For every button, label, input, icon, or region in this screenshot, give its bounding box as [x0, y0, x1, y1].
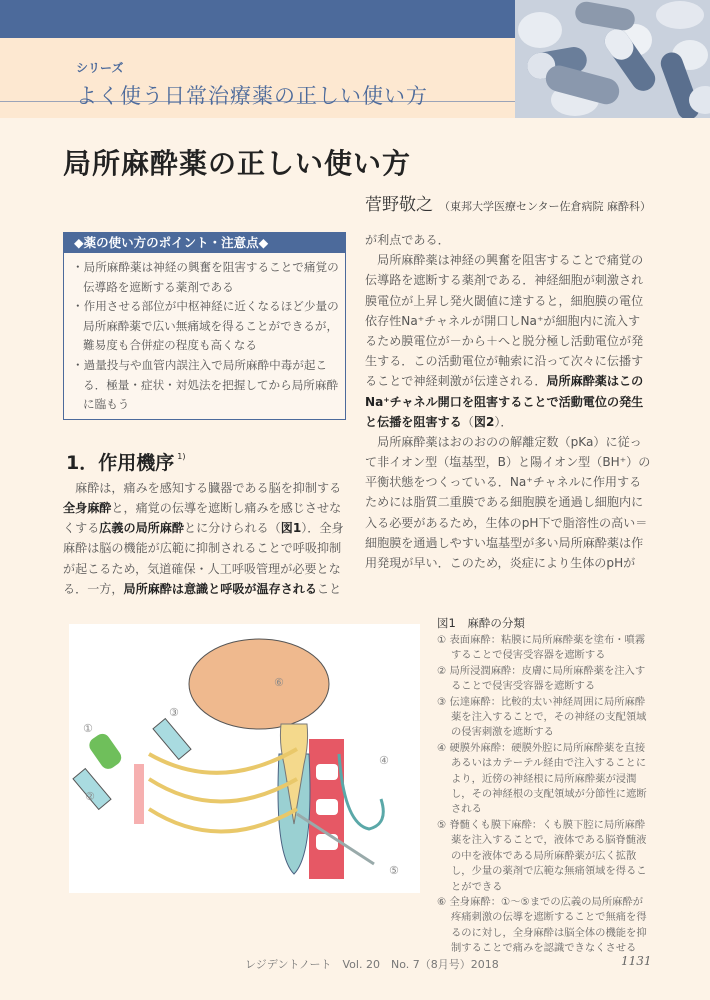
label-5: ⑤ — [389, 864, 399, 877]
nerve-fibers — [149, 749, 297, 832]
text-segment: 麻酔は脳の機能が広範に抑制されることで呼吸抑制 — [63, 541, 342, 556]
text-line — [63, 579, 353, 599]
text-line — [365, 351, 650, 371]
text-line — [63, 538, 353, 558]
text-segment: 細胞膜を通過しやすい塩基型が多い局所麻酔薬は作 — [365, 535, 644, 550]
caption-item: ⑥ 全身麻酔：①～⑤までの広義の局所麻酔が疼痛刺激の伝導を遮断することで無痛を得るのに対し，全身麻酔は脳全体の機能を抑制することで痛みを認識できなくさせる — [437, 895, 647, 955]
label-2: ② — [85, 790, 95, 803]
text-segment: 生する．この活動電位が軸索に沿って次々に伝播す — [365, 354, 644, 369]
section-title: 1．作用機序 — [66, 451, 175, 474]
text-line — [365, 432, 650, 452]
text-line — [365, 492, 650, 512]
text-segment: が利点である． — [365, 233, 450, 247]
text-segment: と，痛覚の伝導を遮断し痛みを感じさせな — [111, 500, 342, 515]
header-band — [0, 0, 515, 38]
text-line — [365, 533, 650, 553]
point-item: ・ 過量投与や血管内誤注入で局所麻酔中毒が起こる．極量・症状・対処法を把握してから局所麻酔に臨もう — [72, 356, 339, 415]
bold-text: 局所麻酔薬はこの — [546, 374, 644, 389]
body-text-left-column — [63, 478, 353, 599]
caption-item: ① 表面麻酔：粘膜に局所麻酔薬を塗布・噴霧することで侵害受容器を遮断する — [437, 634, 646, 662]
text-line — [365, 452, 650, 472]
caption-item: ⑤ 脊髄くも膜下麻酔：くも膜下腔に局所麻酔薬を注入することで，液体である脳脊髄液の中を液体である局所麻酔薬が広く拡散し，少量の薬剤で広範な無痛領域を得ることができる — [437, 818, 647, 893]
label-6: ⑥ — [274, 676, 284, 689]
spray-bottle — [86, 731, 124, 772]
bold-text: 全身麻酔 — [63, 500, 112, 515]
bold-text: Na⁺チャネル開口を阻害することで活動電位の発生 — [365, 394, 644, 409]
label-3: ③ — [169, 706, 179, 719]
caption-item: ② 局所浸潤麻酔：皮膚に局所麻酔薬を注入することで侵害受容器を遮断する — [437, 664, 646, 693]
section-reference: 1) — [177, 451, 186, 461]
author-affiliation: （東邦大学医療センター佐倉病院 麻酔科） — [439, 200, 652, 213]
points-list — [64, 253, 345, 415]
text-segment: 麻酔は，痛みを感知する臓器である脳を抑制する — [63, 480, 342, 495]
series-label: シリーズ — [76, 61, 124, 75]
page-number: 1131 — [621, 954, 652, 968]
bold-text: 図1 — [280, 521, 302, 536]
author-line — [365, 190, 651, 215]
figure-caption — [437, 616, 652, 957]
syringe-2 — [73, 769, 111, 810]
bold-text: 局所麻酔は意識と呼吸が温存される — [123, 581, 317, 596]
text-segment: ためには脂質二重膜である細胞膜を通過し細胞内に — [365, 495, 644, 510]
caption-title: 図1 麻酔の分類 — [437, 616, 525, 630]
section-heading — [66, 444, 353, 476]
text-segment: ）． — [494, 414, 513, 429]
text-segment: ることで神経刺激が伝達される． — [365, 374, 547, 389]
left-column — [63, 232, 353, 599]
text-segment: 依存性Na⁺チャネルが開口しNa⁺が細胞内に流入す — [365, 313, 641, 328]
text-line — [365, 311, 650, 331]
journal-footer: レジデントノート Vol. 20 No. 7（8月号）2018 — [245, 958, 499, 971]
caption-item: ④ 硬膜外麻酔：硬膜外腔に局所麻酔薬を直接あるいはカテーテル経由で注入することにより，近傍の神経根に局所麻酔薬が浸潤し，その神経根の支配領域が分節性に遮断される — [437, 741, 647, 816]
text-segment: る．一方， — [63, 581, 124, 596]
caption-item: ③ 伝達麻酔：比較的太い神経周囲に局所麻酔薬を注入することで，その神経の支配領域の侵害刺激を遮断する — [437, 695, 647, 739]
bold-text: 広義の局所麻酔 — [99, 521, 184, 536]
text-line — [63, 478, 353, 498]
point-item: ・ 作用させる部位が中枢神経に近くなるほど少量の局所麻酔薬で広い無痛域を得ることができるが，難易度も合併症の程度も高くなる — [72, 297, 339, 356]
text-line — [365, 513, 650, 533]
text-segment: るため膜電位が－から＋へと脱分極し活動電位が発 — [365, 333, 644, 348]
text-line — [365, 250, 650, 270]
brain-shape — [189, 639, 329, 729]
pills-photo — [515, 0, 710, 118]
text-segment: て非イオン型（塩基型，B）と陽イオン型（BH⁺）の — [365, 455, 651, 470]
label-1: ① — [83, 722, 93, 735]
text-line — [63, 518, 353, 538]
text-line — [365, 230, 650, 250]
series-title: よく使う日常治療薬の正しい使い方 — [76, 84, 428, 108]
text-segment: 平衡状態をつくっている．Na⁺チャネルに作用する — [365, 475, 642, 490]
point-item: ・ 局所麻酔薬は神経の興奮を阻害することで痛覚の伝導路を遮断する薬剤である — [72, 258, 339, 297]
text-line — [365, 270, 650, 290]
text-segment: くする — [63, 521, 100, 536]
text-line — [365, 371, 650, 391]
bold-text: と伝播を阻害する — [365, 414, 462, 429]
text-line — [63, 498, 353, 518]
points-box — [63, 232, 346, 420]
epidural-catheter — [339, 754, 383, 829]
text-segment: 膜電位が上昇し発火閾値に達すると，細胞膜の電位 — [365, 293, 644, 308]
text-segment: 局所麻酔薬はおのおのの解離定数（pKa）に従っ — [365, 434, 642, 449]
text-line — [365, 412, 650, 432]
text-segment: が起こるため，気道確保・人工呼吸管理が必要とな — [63, 561, 341, 576]
figure-anesthesia-classification — [63, 618, 426, 899]
article-title: 局所麻酔薬の正しい使い方 — [63, 147, 412, 180]
author-name: 菅野敬之 — [365, 195, 433, 215]
text-segment: ）．全身 — [301, 521, 344, 536]
syringe-3 — [153, 719, 191, 760]
body-text-right-column — [365, 230, 650, 573]
text-segment: こと — [317, 581, 342, 596]
text-segment: 伝導路を遮断する薬剤である．神経細胞が刺激され — [365, 273, 644, 288]
text-line — [365, 553, 650, 573]
text-line — [365, 472, 650, 492]
text-line — [365, 291, 650, 311]
text-line — [63, 559, 353, 579]
bold-text: 図2 — [473, 414, 495, 429]
label-4: ④ — [379, 754, 389, 767]
points-box-heading: ◆薬の使い方のポイント・注意点◆ — [64, 233, 345, 253]
text-segment: 用発現が早い．このため，炎症により生体のpHが — [365, 556, 636, 570]
text-segment: 局所麻酔薬は神経の興奮を阻害することで痛覚の — [365, 253, 644, 268]
text-segment: （ — [461, 414, 474, 429]
text-segment: とに分けられる（ — [183, 521, 281, 536]
text-segment: 入る必要があるため，生体のpH下で脂溶性の高い＝ — [365, 515, 648, 530]
text-line — [365, 392, 650, 412]
text-line — [365, 331, 650, 351]
